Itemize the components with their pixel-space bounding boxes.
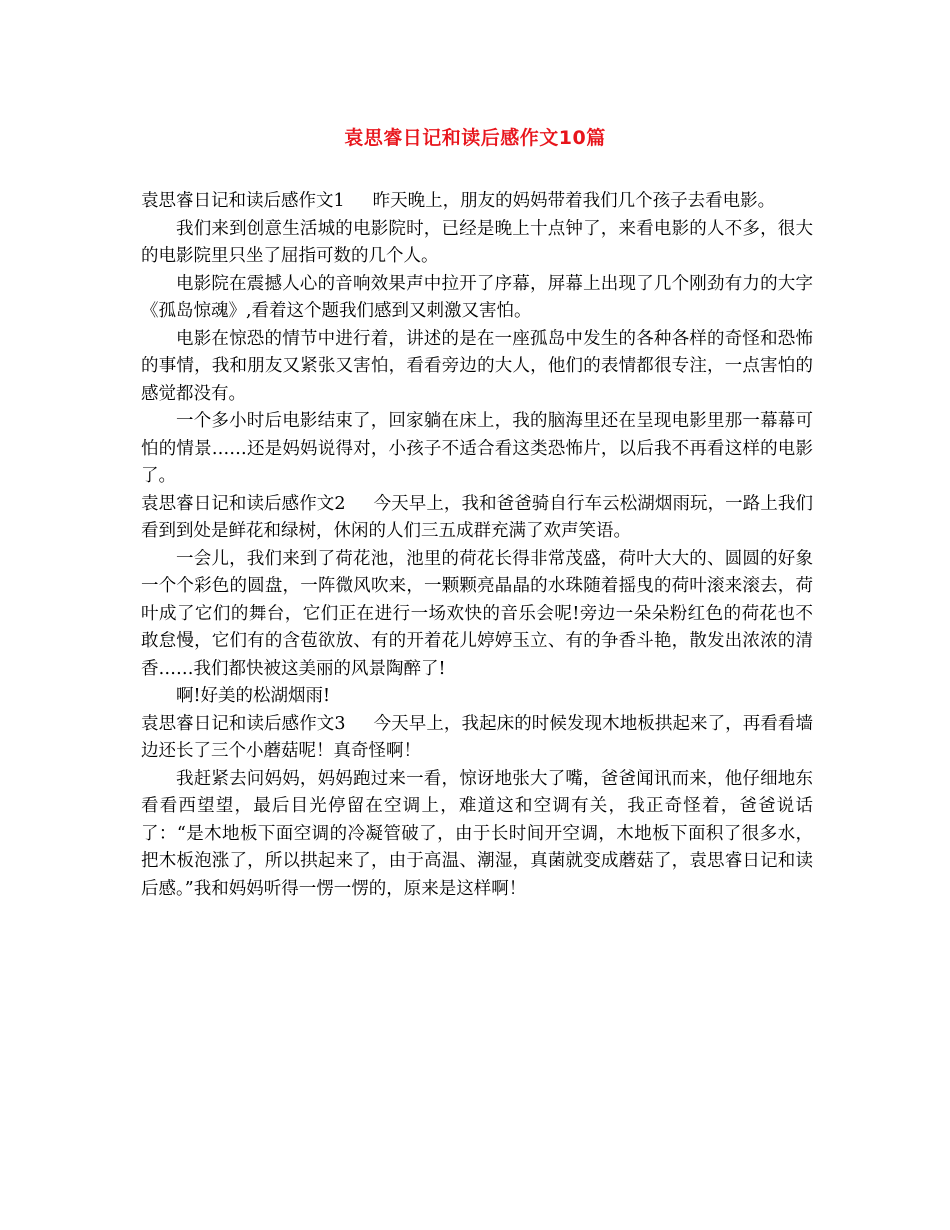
section-1-paragraph-3: 电影院在震撼人心的音响效果声中拉开了序幕，屏幕上出现了几个刚劲有力的大字《孤岛惊魂》,看着这个题我们感到又刺激又害怕。 xyxy=(141,273,813,321)
section-3-first-paragraph xyxy=(141,711,813,766)
section-2-paragraph-2: 一会儿，我们来到了荷花池，池里的荷花长得非常茂盛，荷叶大大的、圆圆的好象一个个彩色的圆盘，一阵微风吹来，一颗颗亮晶晶的水珠随着摇曳的荷叶滚来滚去，荷叶成了它们的舞台，它们正在进行一场欢快的音乐会呢!旁边一朵朵粉红色的荷花也不敢怠慢，它们有的含苞欲放、有的开着花儿婷婷玉立、有的争香斗艳，散发出浓浓的清香……我们都快被这美丽的风景陶醉了! xyxy=(141,548,813,679)
section-1-first-paragraph xyxy=(141,188,813,216)
section-2-paragraph-1: 今天早上，我和爸爸骑自行车云松湖烟雨玩，一路上我们看到到处是鲜花和绿树，休闲的人们三五成群充满了欢声笑语。 xyxy=(141,493,813,541)
section-2-heading: 袁思睿日记和读后感作文2 xyxy=(141,493,346,514)
section-1-paragraph-1: 昨天晚上，朋友的妈妈带着我们几个孩子去看电影。 xyxy=(372,191,776,211)
section-2-paragraph-3: 啊!好美的松湖烟雨! xyxy=(176,686,331,706)
section-1-paragraph-4: 电影在惊恐的情节中进行着，讲述的是在一座孤岛中发生的各种各样的奇怪和恐怖的事情，我和朋友又紧张又害怕，看看旁边的大人，他们的表情都很专注，一点害怕的感觉都没有。 xyxy=(141,328,813,404)
section-3-paragraph-1: 今天早上，我起床的时候发现木地板拱起来了，再看看墙边还长了三个小蘑菇呢！真奇怪啊！ xyxy=(141,713,813,761)
section-1-paragraph-5: 一个多小时后电影结束了，回家躺在床上，我的脑海里还在呈现电影里那一幕幕可怕的情景……还是妈妈说得对，小孩子不适合看这类恐怖片，以后我不再看这样的电影了。 xyxy=(141,411,813,486)
section-3-paragraph-2: 我赶紧去问妈妈，妈妈跑过来一看，惊讶地张大了嘴，爸爸闻讯而来，他仔细地东看看西望望，最后目光停留在空调上，难道这和空调有关，我正奇怪着，爸爸说话了：“是木地板下面空调的冷凝管破了，由于长时间开空调，木地板下面积了很多水，把木板泡涨了，所以拱起来了，由于高温、潮湿，真菌就变成蘑菇了，袁思睿日记和读后感。”我和妈妈听得一愣一愣的，原来是这样啊！ xyxy=(141,768,813,899)
section-1-paragraph-2: 我们来到创意生活城的电影院时，已经是晚上十点钟了，来看电影的人不多，很大的电影院里只坐了屈指可数的几个人。 xyxy=(141,218,813,266)
document-body xyxy=(141,188,813,903)
section-1-heading: 袁思睿日记和读后感作文1 xyxy=(141,191,345,211)
section-3-heading: 袁思睿日记和读后感作文3 xyxy=(141,713,346,734)
document-title: 袁思睿日记和读后感作文10篇 xyxy=(344,127,606,149)
section-2-first-paragraph xyxy=(141,491,813,546)
